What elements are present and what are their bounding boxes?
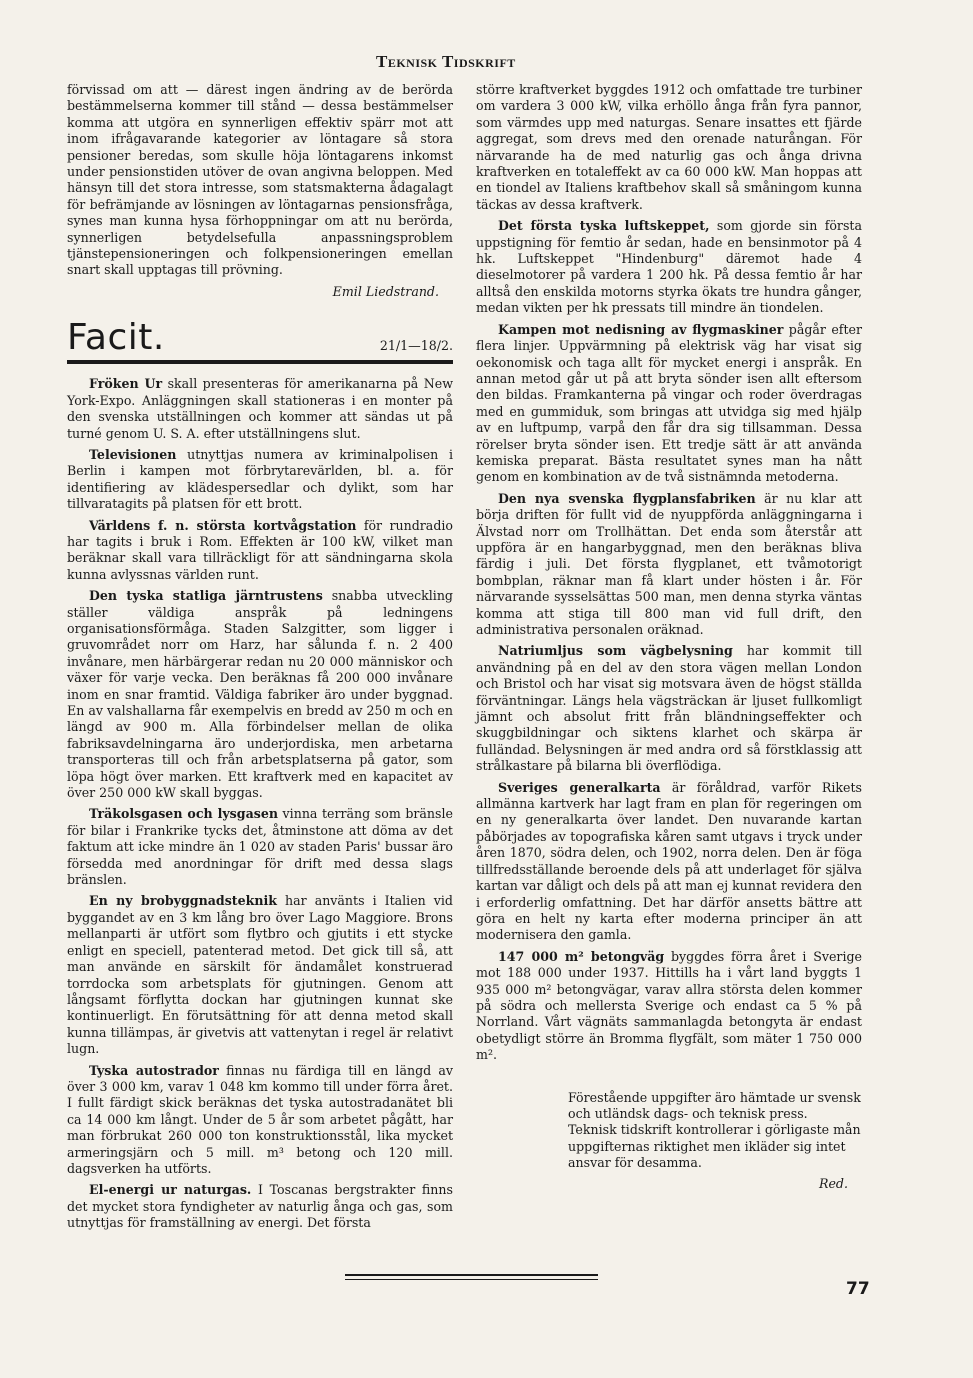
article-signature: Emil Liedstrand. <box>332 283 439 299</box>
facit-header <box>67 317 453 360</box>
page-number: 77 <box>846 1279 870 1299</box>
source-note-line-2: Teknisk tidskrift kontrollerar i görligaste mån uppgifternas riktighet men ikläder sig intet ansvar för desamma. <box>568 1122 861 1171</box>
news-item <box>67 518 453 584</box>
news-item-lead: Den nya svenska flygplansfabriken <box>498 490 756 506</box>
news-item-text: pågår efter flera linjer. Uppvärmning på elektrisk väg har visat sig oekonomisk och taga allt för mycket energi i anspråk. En annan metod går ut på att bryta sönder isen allt eftersom den bildas. Framkanterna på vingar och roder överdragas med en gummiduk, som bringas att utvidga sig med hjälp av en luftpump, varpå den får dra sig tillsamman. Dessa rörelser bryta sönder isen. Ett tredje sätt är att använda kemiska preparat. Bästa resultatet synes man ha nått genom en kombination av de två sistnämnda metoderna. <box>476 321 862 485</box>
news-item-lead: En ny brobyggnadsteknik <box>89 893 278 909</box>
news-item-text: är föråldrad, varför Rikets allmänna kartverk har lagt fram en plan för regeringen om en ny generalkarta över landet. Den nuvarande kartan påbörjades av topografiska kåren samt utgavs i tryck under åren 1870, södra delen, och 1902, norra delen. Den är föga tillfredsställande beroende dels på att underlaget för själva kartan var dåligt och dels på att man ej kunnat revidera den i erforderlig omfattning. Det har därför ansetts bättre att göra en helt ny karta efter moderna principer än att modernisera den gamla. <box>476 779 862 943</box>
news-item-lead: Den tyska statliga järntrustens <box>89 588 323 604</box>
news-item-lead: Världens f. n. största kortvågstation <box>89 517 357 533</box>
news-item <box>476 491 862 639</box>
news-item <box>67 1063 453 1178</box>
news-item-text: är nu klar att börja driften för fullt vid de nyuppförda anläggningarna i Älvstad norr om Trollhättan. Det enda som återstår att uppföra är en hangarbyggnad, men den beräknas bliva färdig i juli. Det första flygplanet, ett tvåmotorigt bombplan, räknar man få klart under hösten i år. För närvarande sysselsättas 500 man, men denna styrka väntas komma att stiga till 800 man vid full drift, den administrativa personalen oräknad. <box>476 490 862 637</box>
facit-title: Facit. <box>67 317 165 359</box>
source-note <box>476 1090 862 1192</box>
news-item <box>67 1182 453 1231</box>
news-item <box>476 643 862 774</box>
masthead: Teknisk Tidskrift <box>376 52 516 71</box>
editor-signature: Red. <box>818 1175 848 1191</box>
news-item <box>476 218 862 316</box>
news-item <box>67 447 453 513</box>
news-item <box>67 588 453 801</box>
news-item-lead: Kampen mot nedisning av flygmaskiner <box>498 321 784 337</box>
news-item-text: för rundradio har tagits i bruk i Rom. Effekten är 100 kW, vilket man beräknar skall vara tillräckligt för att sändningarna skola kunna avlyssnas världen runt. <box>67 517 453 582</box>
news-items-left <box>67 376 453 1231</box>
bottom-rule-thin <box>345 1279 598 1280</box>
right-column <box>476 82 862 1192</box>
article-continuation-right: större kraftverket byggdes 1912 och omfattade tre turbiner om vardera 3 000 kW, vilka erhöllo ånga från fyra pannor, som värmdes upp med naturgas. Senare insattes ett fjärde aggregat, som drevs med den orenade naturångan. För närvarande ha de med naturlig gas och ånga drivna kraftverken en totaleffekt av ca 60 000 kW. Man hoppas att en tiondel av Italiens kraftbehov skall så småningom kunna täckas av dessa kraftverk. <box>476 82 862 212</box>
news-item-text: finnas nu färdiga till en längd av över 3 000 km, varav 1 048 km kommo till under förra året. I fullt färdigt skick beräknas det tyska autostradanätet bli ca 14 000 km långt. Under de 5 år som arbetet pågått, har man förbrukat 260 000 ton konstruktionsstål, lika mycket armeringsjärn och 5 mill. m³ betong och 120 mill. dagsverken ha utförts. <box>67 1062 453 1176</box>
news-item-lead: Televisionen <box>89 446 177 462</box>
article-continuation: förvissad om att — därest ingen ändring av de berörda bestämmelserna kommer till stånd — dessa bestämmelser komma att utgöra en synnerligen effektiv spärr mot att inom ifrågavarande kategorier av löntagare så stora pensioner beredas, som skulle höja löntagarens inkomst under pensionstiden utöver de ovan angivna beloppen. Med hänsyn till det stora intresse, som statsmakterna ådagalagt för befrämjande av lösningen av löntagarnas pensionsfråga, synes man kunna hysa förhoppningar om att nu berörda, synnerligen betydelsefulla anpassningsproblem tjänstepensioneringen och folkpensioneringen emellan snart skall upptagas till prövning. <box>67 82 453 278</box>
news-item-text: skall presenteras för amerikanarna på New York-Expo. Anläggningen skall stationeras i en monter på den svenska utställningen och kommer att sändas ut på turné genom U. S. A. efter utställningens slut. <box>67 376 453 441</box>
left-column <box>67 82 453 1237</box>
news-item-lead: Träkolsgasen och lysgasen <box>89 806 278 822</box>
news-item-text: som gjorde sin första uppstigning för femtio år sedan, hade en bensinmotor på 4 hk. Luftskeppet "Hindenburg" däremot hade 4 dieselmotorer på vardera 1 200 hk. På dessa femtio år har alltså den enskilda motorns styrka ökats tre hundra gånger, medan vikten per hk pressats till mindre än tiondelen. <box>476 218 862 316</box>
news-item-lead: Fröken Ur <box>89 376 163 392</box>
source-note-line-1: Förestående uppgifter äro hämtade ur svensk och utländsk dags- och teknisk press. <box>568 1089 861 1121</box>
bottom-rule <box>345 1274 598 1276</box>
news-item-text: har använts i Italien vid byggandet av en 3 km lång bro över Lago Maggiore. Brons mellanparti är utfört som flytbro och gjutits i ett stycke enligt en speciell, patenterad metod. Det gick till så, att man använde en särskilt för ändamålet konstruerad torrdocka som arbetsplats för gjutningen. Genom att långsamt förflytta dockan har gjutningen kunnat ske kontinuerligt. En förutsättning för att denna metod skall kunna tillämpas, är givetvis att vattenytan i regel är relativt lugn. <box>67 893 453 1057</box>
news-item-lead: Sveriges generalkarta <box>498 779 661 795</box>
news-item-lead: 147 000 m² betongväg <box>498 948 665 964</box>
news-item <box>476 322 862 486</box>
news-item-text: vinna terräng som bränsle för bilar i Frankrike tycks det, åtminstone att döma av det faktum att icke mindre än 1 020 av staden Paris' bussar äro försedda med anordningar för drift med dessa slags bränslen. <box>67 806 453 888</box>
facit-divider <box>67 360 453 364</box>
news-item-lead: Natriumljus som vägbelysning <box>498 643 733 659</box>
news-item <box>67 806 453 888</box>
news-item-text: har kommit till användning på en del av den stora vägen mellan London och Bristol och har visat sig motsvara även de högst ställda förväntningar. Längs hela vägsträckan är ljuset fullkomligt jämnt och absolut fritt från bländningseffekter och skuggbildningar och siktens klarhet och skärpa är fulländad. Belysningen är med andra ord så förstklassig att strålkastare på bilarna bli överflödiga. <box>476 643 862 774</box>
news-item-text: utnyttjas numera av kriminalpolisen i Berlin i kampen mot förbrytarevärlden, bl. a. för identifiering av klädespersedlar och dylikt, som har tillvaratagits på platsen för ett brott. <box>67 446 453 512</box>
news-item-text: snabba utveckling ställer väldiga anspråk på ledningens organisationsförmåga. Staden Salzgitter, som ligger i gruvområdet norr om Harz, har sålunda f. n. 2 400 invånare, men härbärgerar redan nu 20 000 människor och växer för varje vecka. Den beräknas få 200 000 invånare inom en snar framtid. Väldiga fabriker äro under byggnad. En av valshallarna får exempelvis en bredd av 250 m och en längd av 900 m. Alla förbindelser mellan de olika fabriksavdelningarna äro underjordiska, men arbetarna transporteras till och från arbetsplatserna på gator, som löpa högt över marken. Ett kraftverk med en kapacitet av över 250 000 kW skall byggas. <box>67 588 453 801</box>
news-item-lead: El-energi ur naturgas. <box>89 1182 252 1198</box>
news-item <box>476 780 862 944</box>
news-item <box>476 949 862 1064</box>
news-item-lead: Det första tyska luftskeppet, <box>498 218 710 234</box>
facit-date-range: 21/1—18/2. <box>379 337 453 353</box>
news-item <box>67 893 453 1057</box>
news-item-text: I Toscanas bergstrakter finns det mycket stora fyndigheter av naturlig ånga och gas, som utnyttjas för framställning av energi. Det första <box>67 1182 453 1231</box>
news-item-lead: Tyska autostrador <box>89 1062 219 1078</box>
news-items-right <box>476 218 862 1063</box>
news-item-text: byggdes förra året i Sverige mot 188 000 under 1937. Hittills ha i vårt land byggts 1 935 000 m² betongvägar, varav allra största delen kommer på södra och mellersta Sverige och endast ca 5 % på Norrland. Vårt vägnäts sammanlagda betongyta är endast obetydligt större än Bromma flygfält, som mäter 1 750 000 m². <box>476 948 862 1063</box>
news-item <box>67 376 453 442</box>
